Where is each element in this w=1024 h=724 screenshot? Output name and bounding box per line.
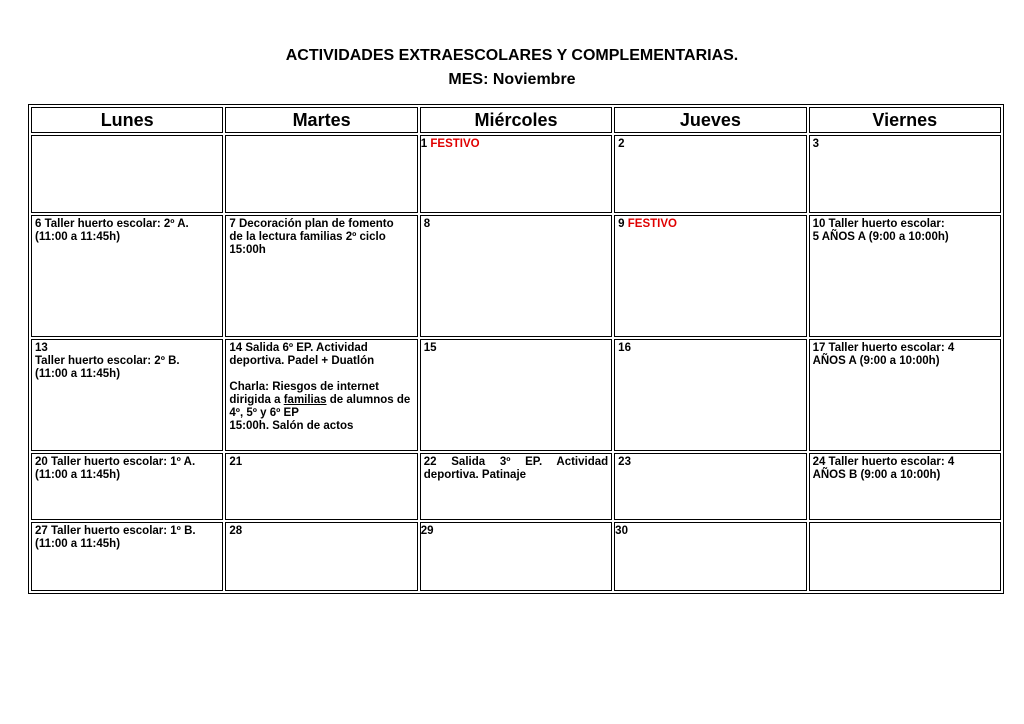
event-text: 17 Taller huerto escolar: 4	[812, 342, 955, 354]
event-time: 5 AÑOS A (9:00 a 10:00h)	[812, 231, 949, 243]
event-text: 24 Taller huerto escolar: 4	[812, 456, 955, 468]
event-time: (11:00 a 11:45h)	[35, 538, 121, 550]
calendar-cell-13	[31, 339, 223, 451]
event-time: AÑOS A (9:00 a 10:00h)	[812, 355, 940, 367]
calendar-cell-27	[31, 522, 223, 591]
event-text: de la lectura familias 2º ciclo	[229, 231, 386, 243]
event-text: 27 Taller huerto escolar: 1º B.	[35, 525, 196, 537]
calendar-cell-28	[225, 522, 417, 591]
calendar-week-row	[31, 522, 1001, 591]
calendar-cell-24	[809, 453, 1001, 520]
weekday-header-row	[31, 107, 1001, 133]
talk-title: Charla: Riesgos de internet	[229, 381, 379, 393]
day-number: 3	[812, 138, 819, 150]
calendar-cell-empty	[809, 522, 1001, 591]
day-number: 21	[229, 456, 243, 468]
event-time: AÑOS B (9:00 a 10:00h)	[812, 469, 941, 481]
calendar-cell-17	[809, 339, 1001, 451]
event-text: 14 Salida 6º EP. Actividad	[229, 342, 368, 354]
event-text: 20 Taller huerto escolar: 1º A.	[35, 456, 196, 468]
calendar-cell-1	[420, 135, 612, 213]
event-time: (11:00 a 11:45h)	[35, 368, 121, 380]
calendar-cell-empty	[225, 135, 417, 213]
calendar-cell-3	[809, 135, 1001, 213]
weekday-monday: Lunes	[31, 107, 223, 133]
holiday-label: FESTIVO	[627, 218, 677, 230]
activities-calendar	[28, 104, 1004, 594]
weekday-wednesday: Miércoles	[420, 107, 612, 133]
event-time: 15:00h	[229, 244, 266, 256]
day-number: 13	[35, 342, 48, 354]
calendar-week-row	[31, 339, 1001, 451]
day-number: 2	[618, 138, 625, 150]
calendar-cell-20	[31, 453, 223, 520]
calendar-cell-2	[614, 135, 806, 213]
calendar-cell-14	[225, 339, 417, 451]
event-text: 22 Salida 3º EP. Actividad	[423, 456, 609, 468]
talk-audience-underlined: familias	[283, 394, 327, 406]
day-number: 30	[615, 525, 628, 537]
calendar-cell-empty	[31, 135, 223, 213]
day-number: 29	[420, 525, 434, 537]
day-number: 1	[420, 138, 428, 150]
event-text: deportiva. Patinaje	[423, 469, 527, 481]
calendar-cell-21	[225, 453, 417, 520]
event-time: (11:00 a 11:45h)	[35, 231, 121, 243]
calendar-cell-9	[614, 215, 806, 337]
day-number: 8	[423, 218, 431, 230]
day-number: 23	[618, 456, 631, 468]
event-text: 10 Taller huerto escolar:	[812, 218, 945, 230]
calendar-cell-15	[420, 339, 612, 451]
calendar-week-row	[31, 215, 1001, 337]
event-text: Taller huerto escolar: 2º B.	[35, 355, 180, 367]
month-subtitle: MES: Noviembre	[448, 71, 576, 88]
event-text: 6 Taller huerto escolar: 2º A.	[35, 218, 189, 230]
document-title: ACTIVIDADES EXTRAESCOLARES Y COMPLEMENTARIAS.	[285, 47, 739, 64]
talk-audience-prefix: dirigida a	[229, 394, 284, 406]
calendar-cell-8	[420, 215, 612, 337]
day-number: 9	[618, 218, 625, 230]
spacer	[229, 368, 413, 381]
holiday-label: FESTIVO	[430, 138, 480, 150]
day-number: 16	[618, 342, 631, 354]
talk-time-place: 15:00h. Salón de actos	[229, 420, 354, 432]
calendar-cell-6	[31, 215, 223, 337]
weekday-tuesday: Martes	[225, 107, 417, 133]
talk-grades: 4º, 5º y 6º EP	[229, 407, 299, 419]
calendar-week-row	[31, 135, 1001, 213]
talk-audience-suffix: de alumnos de	[326, 394, 411, 406]
weekday-thursday: Jueves	[614, 107, 806, 133]
day-number: 28	[229, 525, 243, 537]
event-text: deportiva. Padel + Duatlón	[229, 355, 375, 367]
calendar-cell-10	[809, 215, 1001, 337]
day-number: 15	[423, 342, 437, 354]
calendar-cell-29	[420, 522, 612, 591]
talk-audience	[229, 394, 413, 407]
weekday-friday: Viernes	[809, 107, 1001, 133]
event-text: 7 Decoración plan de fomento	[229, 218, 394, 230]
calendar-week-row	[31, 453, 1001, 520]
calendar-cell-30	[614, 522, 806, 591]
calendar-cell-23	[614, 453, 806, 520]
calendar-cell-16	[614, 339, 806, 451]
calendar-cell-7	[225, 215, 417, 337]
event-time: (11:00 a 11:45h)	[35, 469, 121, 481]
calendar-cell-22	[420, 453, 612, 520]
